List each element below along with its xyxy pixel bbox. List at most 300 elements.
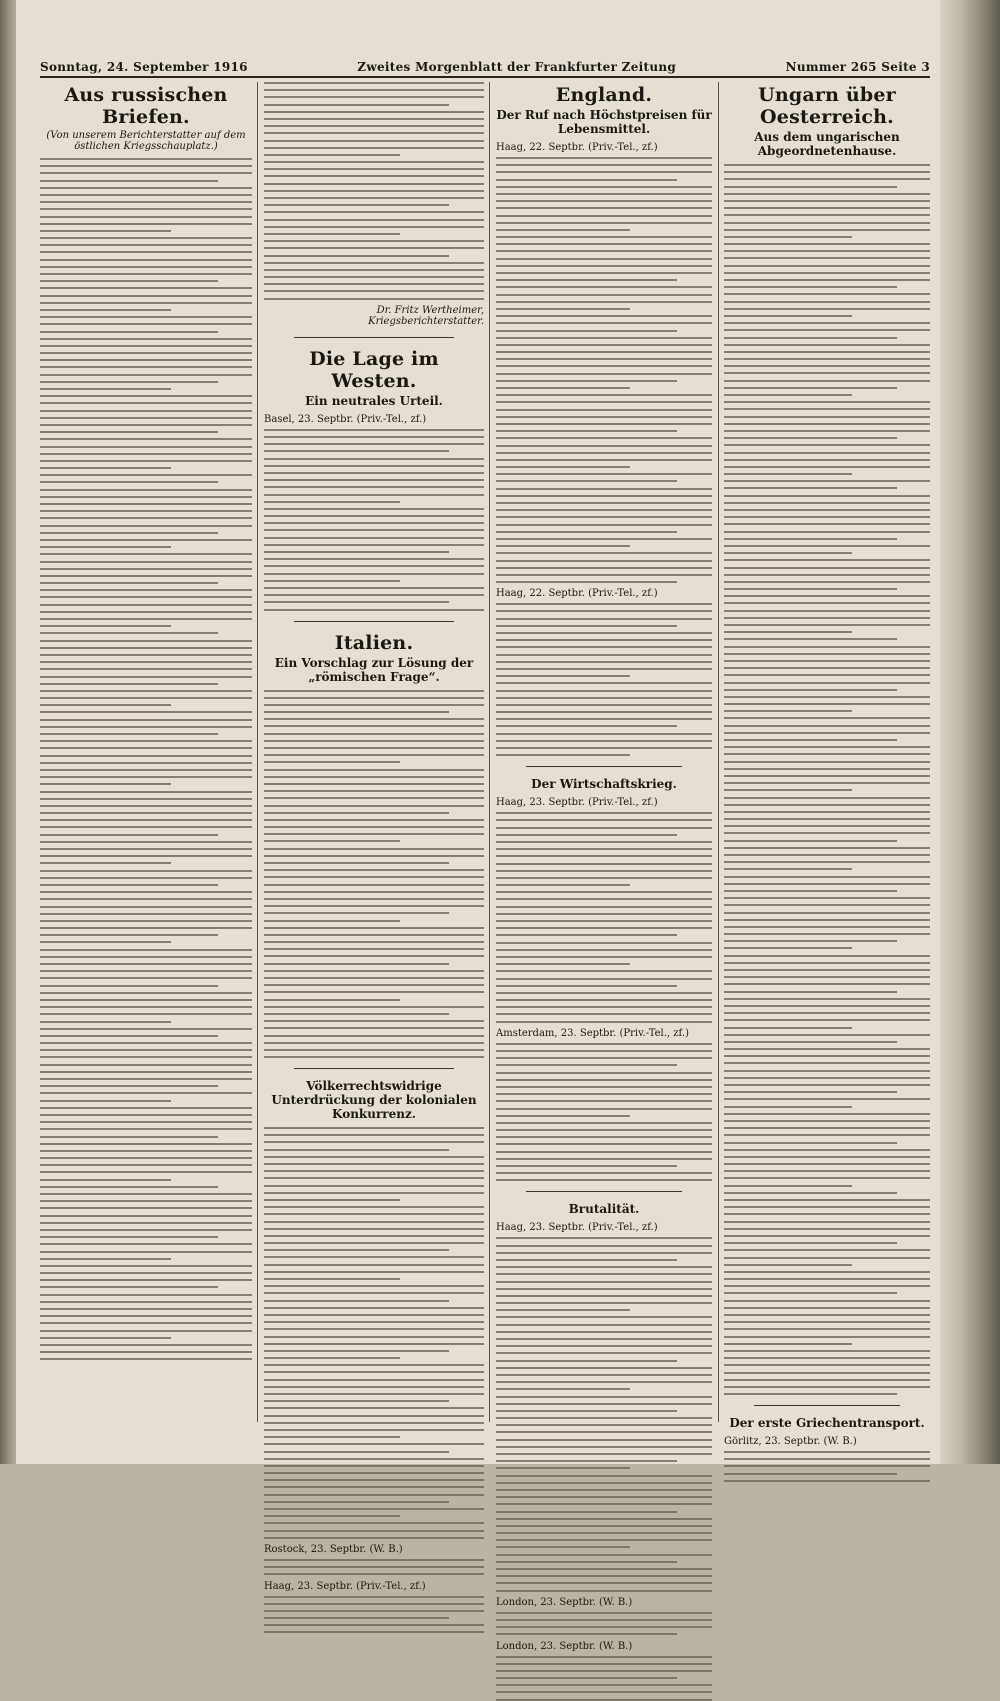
text-line: [40, 1006, 252, 1008]
text-line: [264, 970, 484, 972]
column-divider: [257, 82, 258, 1422]
text-line: [724, 1019, 930, 1021]
text-line: [724, 904, 930, 906]
text-line: [264, 1407, 484, 1409]
text-line: [724, 602, 930, 604]
text-line: [264, 1242, 484, 1244]
text-line: [40, 424, 252, 426]
text-line: [40, 180, 218, 182]
article-subhead-england: Der Ruf nach Höchstpreisen für Lebensmittel.: [496, 108, 712, 136]
text-line: [40, 1258, 171, 1260]
text-line: [264, 1501, 449, 1503]
text-line: [40, 388, 171, 390]
text-line: [264, 551, 449, 553]
text-line: [40, 632, 218, 634]
text-line: [264, 558, 484, 560]
text-line: [496, 524, 712, 526]
text-line: [724, 876, 930, 878]
dateline-goerlitz: Görlitz, 23. Septbr. (W. B.): [724, 1436, 857, 1448]
text-line: [40, 733, 218, 735]
text-line: [264, 1429, 484, 1431]
text-line: [40, 165, 252, 167]
text-line: [264, 790, 484, 792]
text-line: [40, 438, 252, 440]
text-line: [264, 1371, 484, 1373]
text-line: [40, 575, 252, 577]
text-line: [40, 1028, 252, 1030]
text-line: [264, 298, 484, 300]
text-line: [496, 502, 712, 504]
text-line: [724, 495, 930, 497]
text-line: [496, 884, 630, 886]
text-line: [40, 1229, 252, 1231]
text-line: [724, 1091, 897, 1093]
text-line: [40, 1150, 252, 1152]
text-line: [264, 769, 484, 771]
text-line: [40, 906, 252, 908]
text-line: [264, 977, 484, 979]
text-line: [724, 1386, 930, 1388]
text-line: [496, 1518, 712, 1520]
text-line: [496, 1136, 712, 1138]
text-line: [496, 956, 712, 958]
article-subhead-italy: Ein Vorschlag zur Lösung der „römischen Frage“.: [274, 655, 474, 684]
text-line: [724, 1393, 897, 1395]
text-line: [724, 703, 930, 705]
text-line: [496, 538, 712, 540]
text-line: [40, 1107, 252, 1109]
article-headline-colonial: Völkerrechtswidrige Unterdrückung der kolonialen Konkurrenz.: [271, 1079, 477, 1122]
article-body-continued: [264, 82, 484, 300]
text-line: [496, 1252, 712, 1254]
text-line: [496, 1446, 712, 1448]
article-body-west: [264, 429, 484, 611]
text-line: [724, 617, 930, 619]
text-line: [724, 164, 930, 166]
text-line: [264, 690, 484, 692]
dateline-haag: Haag, 23. Septbr. (Priv.-Tel., zf.): [264, 1580, 426, 1592]
text-line: [264, 118, 484, 120]
text-line: [724, 933, 930, 935]
text-line: [40, 352, 252, 354]
text-line: [724, 955, 930, 957]
text-line: [264, 450, 449, 452]
text-line: [724, 1199, 930, 1201]
text-line: [724, 1170, 930, 1172]
text-line: [40, 489, 252, 491]
text-line: [724, 444, 930, 446]
text-line: [496, 704, 712, 706]
text-line: [496, 812, 712, 814]
text-line: [724, 531, 930, 533]
text-line: [496, 1295, 712, 1297]
text-line: [40, 251, 252, 253]
text-line: [40, 625, 171, 627]
text-line: [496, 1403, 712, 1405]
text-line: [496, 963, 630, 965]
text-line: [724, 1134, 930, 1136]
text-line: [40, 654, 252, 656]
text-line: [496, 1072, 712, 1074]
text-line: [264, 1235, 484, 1237]
text-line: [496, 913, 712, 915]
text-line: [496, 574, 712, 576]
text-line: [264, 1006, 484, 1008]
text-line: [724, 1465, 930, 1467]
text-line: [40, 467, 171, 469]
text-line: [724, 459, 930, 461]
text-line: [40, 1358, 252, 1360]
article-body-colonial: [264, 1127, 484, 1539]
text-line: [40, 711, 252, 713]
text-line: [496, 1388, 630, 1390]
text-line: [496, 1266, 712, 1268]
article-body-england: [496, 157, 712, 583]
text-line: [40, 323, 252, 325]
text-line: [496, 229, 630, 231]
text-line: [724, 1120, 930, 1122]
dateline-haag: Haag, 22. Septbr. (Priv.-Tel., zf.): [496, 588, 658, 600]
text-line: [40, 366, 252, 368]
text-line: [724, 1473, 897, 1475]
text-line: [724, 1185, 852, 1187]
text-line: [496, 1115, 630, 1117]
text-line: [724, 207, 930, 209]
text-line: [264, 1292, 484, 1294]
text-line: [40, 237, 252, 239]
text-line: [264, 1436, 400, 1438]
text-line: [724, 1070, 930, 1072]
text-line: [724, 351, 930, 353]
text-line: [40, 266, 252, 268]
article-headline-italy: Italien.: [334, 631, 414, 654]
text-line: [496, 387, 630, 389]
text-line: [724, 1364, 930, 1366]
text-line: [264, 912, 449, 914]
text-line: [496, 581, 677, 583]
text-line: [724, 825, 930, 827]
text-line: [264, 1256, 484, 1258]
text-line: [496, 949, 712, 951]
text-line: [40, 201, 252, 203]
text-line: [724, 854, 930, 856]
text-line: [724, 538, 897, 540]
text-line: [264, 920, 400, 922]
text-line: [496, 495, 712, 497]
text-line: [496, 1684, 712, 1686]
text-line: [40, 934, 218, 936]
text-line: [264, 1149, 449, 1151]
text-line: [496, 1129, 712, 1131]
text-line: [264, 1156, 484, 1158]
text-line: [724, 1321, 930, 1323]
text-line: [264, 1458, 484, 1460]
text-line: [496, 1273, 712, 1275]
text-line: [496, 1309, 630, 1311]
text-line: [264, 711, 449, 713]
text-line: [724, 962, 930, 964]
article-body-rostock: [264, 1559, 484, 1575]
text-line: [40, 1064, 252, 1066]
text-line: [264, 508, 484, 510]
text-line: [40, 855, 252, 857]
text-line: [40, 884, 218, 886]
text-line: [496, 906, 712, 908]
text-line: [724, 250, 930, 252]
text-line: [40, 1013, 252, 1015]
text-line: [40, 589, 252, 591]
text-line: [724, 861, 930, 863]
text-line: [496, 1424, 712, 1426]
text-line: [264, 233, 400, 235]
text-line: [496, 401, 712, 403]
issue-date: Sonntag, 24. September 1916: [40, 60, 248, 74]
text-line: [264, 1185, 484, 1187]
text-line: [40, 848, 252, 850]
text-line: [496, 1539, 712, 1541]
text-line: [264, 697, 484, 699]
text-line: [264, 1192, 484, 1194]
text-line: [496, 1151, 712, 1153]
text-line: [724, 1451, 930, 1453]
text-line: [724, 1264, 852, 1266]
text-line: [40, 395, 252, 397]
text-line: [40, 1021, 171, 1023]
text-line: [724, 1048, 930, 1050]
text-line: [264, 501, 400, 503]
text-line: [496, 279, 677, 281]
text-line: [724, 610, 930, 612]
text-line: [496, 179, 677, 181]
text-line: [724, 337, 897, 339]
text-line: [40, 1279, 252, 1281]
text-line: [724, 1149, 930, 1151]
text-line: [496, 286, 712, 288]
text-line: [724, 222, 930, 224]
text-line: [40, 568, 252, 570]
text-line: [724, 301, 930, 303]
text-line: [724, 660, 930, 662]
text-line: [264, 1163, 484, 1165]
text-line: [496, 394, 712, 396]
text-line: [496, 452, 712, 454]
text-line: [724, 940, 897, 942]
text-line: [40, 446, 252, 448]
text-line: [724, 1034, 930, 1036]
text-line: [40, 1315, 252, 1317]
text-line: [40, 431, 218, 433]
text-line: [724, 653, 930, 655]
text-line: [496, 1656, 712, 1658]
text-line: [724, 782, 930, 784]
text-line: [496, 1663, 712, 1665]
text-line: [264, 1020, 484, 1022]
text-line: [496, 459, 712, 461]
text-line: [724, 523, 930, 525]
text-line: [40, 740, 252, 742]
text-line: [40, 553, 252, 555]
page-header: [40, 52, 930, 74]
text-line: [40, 374, 252, 376]
text-line: [264, 82, 484, 84]
text-line: [724, 832, 930, 834]
text-line: [40, 1121, 252, 1123]
text-line: [496, 970, 712, 972]
text-line: [264, 862, 449, 864]
header-rule: [40, 76, 930, 78]
text-line: [40, 977, 252, 979]
text-line: [40, 410, 252, 412]
text-line: [40, 532, 218, 534]
text-line: [496, 430, 677, 432]
text-line: [40, 172, 252, 174]
text-line: [496, 1431, 712, 1433]
text-line: [40, 208, 252, 210]
text-line: [40, 762, 252, 764]
text-line: [496, 437, 712, 439]
text-line: [264, 1278, 400, 1280]
text-line: [724, 416, 930, 418]
text-line: [724, 387, 897, 389]
text-line: [264, 262, 484, 264]
text-line: [40, 920, 252, 922]
text-line: [40, 783, 171, 785]
text-line: [724, 322, 930, 324]
text-line: [264, 1271, 484, 1273]
text-line: [264, 840, 400, 842]
text-line: [264, 1321, 484, 1323]
text-line: [40, 697, 252, 699]
text-line: [40, 862, 171, 864]
text-line: [724, 380, 930, 382]
text-line: [264, 1386, 484, 1388]
text-line: [724, 1372, 930, 1374]
text-line: [40, 402, 252, 404]
text-line: [40, 460, 252, 462]
text-line: [40, 453, 252, 455]
text-line: [724, 682, 930, 684]
text-line: [264, 1494, 484, 1496]
text-line: [40, 280, 218, 282]
text-line: [264, 594, 484, 596]
text-line: [496, 920, 712, 922]
text-line: [40, 223, 252, 225]
text-line: [724, 423, 930, 425]
text-line: [40, 561, 252, 563]
text-line: [724, 1106, 852, 1108]
text-line: [264, 1559, 484, 1561]
newspaper-page: [16, 0, 940, 1652]
text-line: [496, 855, 712, 857]
text-line: [40, 1042, 252, 1044]
text-line: [724, 229, 930, 231]
text-line: [496, 1086, 712, 1088]
text-line: [724, 710, 852, 712]
article-body-england-2: [496, 603, 712, 756]
text-line: [40, 1236, 218, 1238]
text-line: [496, 358, 712, 360]
text-line: [264, 283, 484, 285]
article-signature: Dr. Fritz Wertheimer, Kriegsberichterstatter.: [368, 304, 484, 327]
section-divider: [526, 1191, 682, 1192]
text-line: [496, 294, 712, 296]
text-line: [264, 1603, 484, 1605]
text-line: [724, 437, 897, 439]
text-line: [496, 365, 712, 367]
text-line: [40, 1114, 252, 1116]
text-line: [496, 1691, 712, 1693]
text-line: [496, 898, 712, 900]
article-headline-hungary: Ungarn über Oesterreich.: [758, 84, 896, 128]
text-line: [40, 970, 252, 972]
text-line: [496, 675, 630, 677]
text-line: [264, 1035, 484, 1037]
text-line: [724, 775, 930, 777]
text-line: [724, 890, 897, 892]
text-line: [724, 638, 897, 640]
text-line: [724, 1278, 930, 1280]
text-line: [264, 1141, 484, 1143]
article-body-greek-transport: [724, 1451, 930, 1482]
text-line: [264, 255, 449, 257]
text-line: [496, 639, 712, 641]
text-line: [264, 1486, 484, 1488]
text-line: [496, 480, 677, 482]
text-line: [724, 308, 930, 310]
article-byline: (Von unserem Berichterstatter auf dem östlichen Kriegsschauplatz.): [46, 130, 246, 152]
text-line: [264, 869, 484, 871]
text-line: [264, 175, 484, 177]
text-line: [724, 1350, 930, 1352]
text-line: [724, 588, 897, 590]
text-line: [724, 725, 930, 727]
article-headline-trade-war: Der Wirtschaftskrieg.: [531, 777, 677, 792]
text-line: [40, 309, 171, 311]
text-line: [40, 496, 252, 498]
text-line: [40, 295, 252, 297]
text-line: [496, 1396, 712, 1398]
text-line: [40, 1265, 252, 1267]
column-4: [724, 82, 930, 1448]
text-line: [264, 776, 484, 778]
dateline-london: London, 23. Septbr. (W. B.): [496, 1596, 633, 1608]
text-line: [496, 1467, 630, 1469]
text-line: [40, 230, 171, 232]
text-line: [40, 791, 252, 793]
text-line: [724, 1379, 930, 1381]
text-line: [724, 969, 930, 971]
text-line: [40, 776, 252, 778]
text-line: [724, 1314, 930, 1316]
text-line: [40, 913, 252, 915]
text-line: [40, 1136, 218, 1138]
page-stack-edge: [940, 0, 1000, 1464]
text-line: [724, 1113, 930, 1115]
text-line: [496, 1281, 712, 1283]
text-line: [40, 316, 252, 318]
text-line: [40, 582, 218, 584]
text-line: [724, 329, 930, 331]
text-line: [496, 1050, 712, 1052]
text-line: [724, 574, 930, 576]
text-line: [724, 1328, 930, 1330]
article-headline-russian-letters: Aus russischen Briefen.: [64, 84, 228, 128]
text-line: [724, 193, 930, 195]
text-line: [724, 696, 930, 698]
article-body-amsterdam: [496, 1043, 712, 1182]
text-line: [264, 1522, 484, 1524]
text-line: [40, 647, 252, 649]
